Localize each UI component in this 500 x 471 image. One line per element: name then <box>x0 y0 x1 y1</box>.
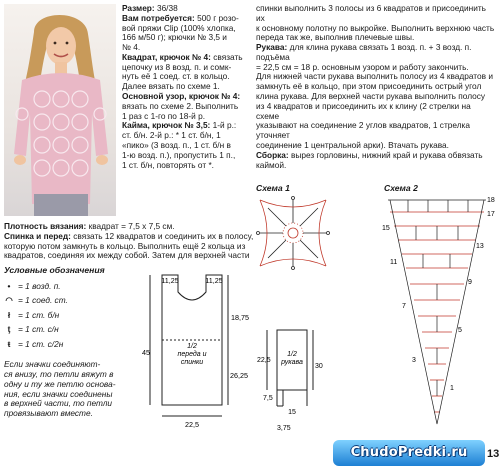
sleeve-label: Рукава: <box>256 42 288 53</box>
legend-note-line: одну и ту же петлю основа- <box>4 378 116 389</box>
legend-item <box>4 323 122 338</box>
instructions-right <box>256 4 496 170</box>
sleeve-line: Для нижней части рукава выполнить полосу из 4 квадратов и <box>256 71 493 82</box>
front-line: которую потом замкнуть в кольцо. Выполнить ещё 2 кольца из <box>4 240 246 251</box>
dim-label: 15 <box>288 409 296 416</box>
row-number: 17 <box>487 211 495 218</box>
row-number: 1 <box>450 385 454 392</box>
front-line: связать 12 квадратов и соединить их в полосу, <box>73 230 254 241</box>
dim-label: 30 <box>315 363 323 370</box>
edge-label: Кайма, крючок № 3,5: <box>122 120 211 131</box>
density-value: квадрат = 7,5 х 7,5 см. <box>88 221 175 231</box>
legend-item <box>4 279 122 294</box>
row-number: 9 <box>468 279 472 286</box>
sleeve-line: соединение 1 центральной арки). Втачать рукава. <box>256 139 449 150</box>
scheme-2-diagram <box>378 192 496 437</box>
square-line: нуть её 1 соед. ст. в кольцо. <box>122 71 230 82</box>
legend-note <box>4 360 122 420</box>
edge-line: 1-ю возд. п.), пропустить 1 п., <box>122 149 236 160</box>
scheme-1-diagram <box>252 192 334 274</box>
spec-block <box>122 4 250 170</box>
sleeve-pattern-diagram <box>255 322 325 437</box>
scheme-1-title: Схема 1 <box>256 183 290 193</box>
legend-note-line: в верхней части, то петли <box>4 398 113 409</box>
instruction-line: к основному полотну по выкройке. Выполнить верхнюю часть <box>256 22 495 33</box>
dim-label: 11,25 <box>161 276 179 285</box>
body-pattern-label: 1/2 переда и спинки <box>177 343 207 366</box>
main-line: вязать по схеме 2. Выполнить <box>122 100 239 111</box>
treble-crochet-icon: ŧ <box>7 338 11 349</box>
legend-label: = 1 ст. б/н <box>18 309 60 320</box>
needs-line: 500 г розо- <box>197 12 239 23</box>
legend-item <box>4 308 122 323</box>
size-label: Размер: <box>122 3 155 13</box>
chain-stitch-icon: • <box>7 280 11 291</box>
square-line: цепочку из 8 возд. п. и сомк- <box>122 61 232 72</box>
dim-label: 3,75 <box>277 425 291 432</box>
row-number: 13 <box>476 243 484 250</box>
legend <box>4 265 122 419</box>
assembly-line: вырез горловины, нижний край и рукава обвязать <box>291 149 483 160</box>
front-back-label: Спинка и перед: <box>4 230 71 241</box>
density-label: Плотность вязания: <box>4 221 87 231</box>
needs-line: вой пряжи Clip (100% хлопка, <box>122 22 236 33</box>
model-photo <box>4 4 116 216</box>
instruction-line: переда так же, выполнив плечевые швы. <box>256 32 415 43</box>
edge-line: 1 ст. б/н, повторять от *. <box>122 159 214 170</box>
square-line: Далее вязать по схеме 1. <box>122 81 220 92</box>
sleeve-line: клина рукава. Для верхней части рукава выполнить полосу <box>256 91 486 102</box>
legend-item <box>4 294 122 309</box>
legend-label: = 1 ст. с/н <box>18 324 59 334</box>
double-crochet-icon: ţ <box>7 324 11 334</box>
slip-stitch-icon: ◠ <box>5 295 13 305</box>
legend-label: = 1 возд. п. <box>18 280 61 291</box>
legend-note-line: провязывают вместе. <box>4 408 93 419</box>
dim-label: 45 <box>142 348 150 357</box>
legend-label: = 1 ст. с/2н <box>18 338 64 349</box>
page-number: 13 <box>487 448 500 460</box>
front-line: квадратов, соединяя их между собой. Затем для верхней части <box>4 250 250 261</box>
site-logo[interactable] <box>333 440 485 466</box>
dim-label: 11,25 <box>205 276 223 285</box>
assembly-label: Сборка: <box>256 149 289 160</box>
row-number: 5 <box>458 327 462 334</box>
row-number: 15 <box>382 225 390 232</box>
sleeve-line: из 4 квадратов и присоединить их к клину (2 стрелки на схеме <box>256 100 471 121</box>
legend-note-line: Если значки соединяют- <box>4 358 101 369</box>
single-crochet-icon: ł <box>7 309 11 320</box>
sleeve-line: замкнуть её в кольцо, при этом присоединить острый угол <box>256 81 482 92</box>
needs-line: № 4. <box>122 42 141 53</box>
dim-label: 22,5 <box>257 357 271 364</box>
dim-label: 26,25 <box>230 371 248 380</box>
sleeve-line: для клина рукава связать 1 возд. п. + 3 возд. п. подъёма <box>256 42 472 62</box>
logo-text: ChudoPredki.ru <box>350 445 468 461</box>
row-number: 3 <box>412 357 416 364</box>
row-number: 11 <box>390 259 398 266</box>
edge-line: ст. б/н. 2-й р.: * 1 ст. б/н, 1 <box>122 130 221 141</box>
row-number: 18 <box>487 197 495 204</box>
dim-label: 18,75 <box>231 313 249 322</box>
dim-label: 22,5 <box>185 420 199 429</box>
sleeve-line: указывают на соединение 2 углов квадратов, 1 стрелка уточняет <box>256 120 470 141</box>
square-label: Квадрат, крючок № 4: <box>122 51 211 62</box>
legend-title: Условные обозначения <box>4 265 105 275</box>
edge-line: 1-й р.: <box>212 120 237 131</box>
needs-line: 166 м/50 г); крючки № 3,5 и <box>122 32 227 43</box>
sleeve-pattern-label: 1/2 рукава <box>281 351 303 366</box>
scheme-2-title: Схема 2 <box>384 183 418 193</box>
instruction-line: спинки выполнить 3 полосы из 6 квадратов и присоединить их <box>256 3 486 23</box>
photo-illustration <box>4 4 116 216</box>
assembly-line: каймой. <box>256 159 287 170</box>
legend-note-line: ния, если значки соединены <box>4 388 113 399</box>
legend-item <box>4 337 122 352</box>
row-number: 7 <box>402 303 406 310</box>
body-pattern-diagram <box>140 270 250 470</box>
legend-note-line: ся внизу, то петли вяжут в <box>4 368 114 379</box>
main-line: 1 раз с 1-го по 18-й р. <box>122 110 206 121</box>
sleeve-line: = 22,5 см = 18 р. основным узором и работу закончить. <box>256 61 469 72</box>
density-block <box>4 222 254 261</box>
needs-label: Вам потребуется: <box>122 12 195 23</box>
square-line: связать <box>213 51 243 62</box>
edge-line: «пико» (3 возд. п., 1 ст. б/н в <box>122 139 231 150</box>
main-pattern-label: Основной узор, крючок № 4: <box>122 91 241 102</box>
legend-label: = 1 соед. ст. <box>18 295 68 305</box>
dim-label: 7,5 <box>263 395 273 402</box>
size-value: 36/38 <box>156 3 178 13</box>
